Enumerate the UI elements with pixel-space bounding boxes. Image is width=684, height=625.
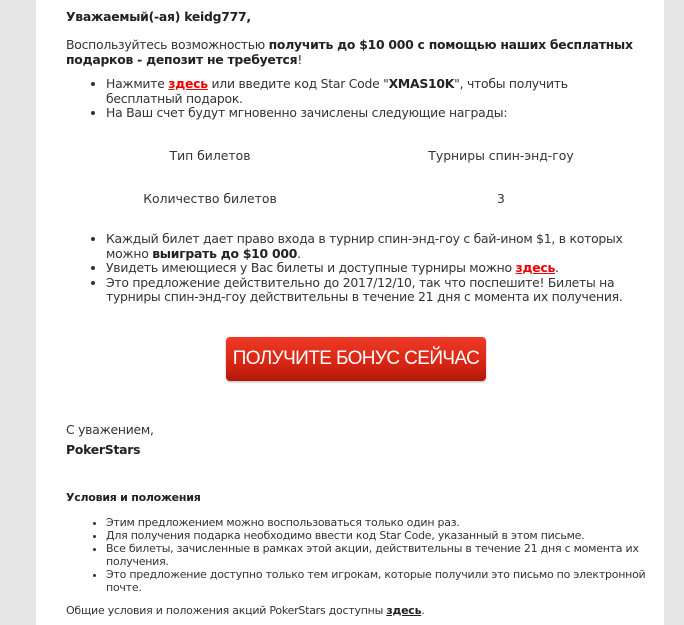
signature: PokerStars xyxy=(66,442,141,457)
terms-here-link[interactable]: здесь xyxy=(386,604,422,617)
signoff: С уважением, xyxy=(66,422,154,437)
tickets-here-link[interactable]: здесь xyxy=(515,260,556,275)
list-item: • Нажмите здесь или введите код Star Code "XMAS10K", чтобы получить бесплатный подарок. xyxy=(106,77,646,106)
list-item: • Этим предложением можно воспользоваться только один раз. xyxy=(106,516,646,529)
greeting: Уважаемый(-ая) keidg777, xyxy=(66,9,251,24)
table-cell: Турниры спин-энд-гоу xyxy=(428,148,574,163)
terms-heading: Условия и положения xyxy=(66,491,201,504)
get-bonus-button[interactable]: ПОЛУЧИТЕ БОНУС СЕЙЧАС xyxy=(226,337,486,381)
terms-footer: Общие условия и положения акций PokerStars доступны здесь. xyxy=(66,604,425,617)
bullet-list-1 xyxy=(66,77,646,121)
list-item: • Это предложение действительно до 2017/12/10, так что поспешите! Билеты на турниры спин-энд-гоу действительны в течение 21 дня с момента их получения. xyxy=(106,276,646,305)
terms-list xyxy=(66,516,646,594)
table-cell: Количество билетов xyxy=(143,191,277,206)
table-cell: 3 xyxy=(497,191,505,206)
bullet-list-2 xyxy=(66,232,646,305)
here-link[interactable]: здесь xyxy=(168,76,208,91)
list-item: • Для получения подарка необходимо ввести код Star Code, указанный в этом письме. xyxy=(106,529,646,542)
list-item: • Увидеть имеющиеся у Вас билеты и доступные турниры можно здесь. xyxy=(106,261,646,276)
table-cell: Тип билетов xyxy=(169,148,251,163)
list-item: • Все билеты, зачисленные в рамках этой акции, действительны в течение 21 дня с момента их получения. xyxy=(106,542,646,568)
list-item: • На Ваш счет будут мгновенно зачислены следующие награды: xyxy=(106,106,646,121)
intro-paragraph: Воспользуйтесь возможностью получить до $10 000 с помощью наших бесплатных подарков - депозит не требуется! xyxy=(66,37,633,67)
list-item: • Это предложение доступно только тем игрокам, которые получили это письмо по электронной почте. xyxy=(106,568,646,594)
list-item: • Каждый билет дает право входа в турнир спин-энд-гоу с бай-ином $1, в которых можно выиграть до $10 000. xyxy=(106,232,646,261)
